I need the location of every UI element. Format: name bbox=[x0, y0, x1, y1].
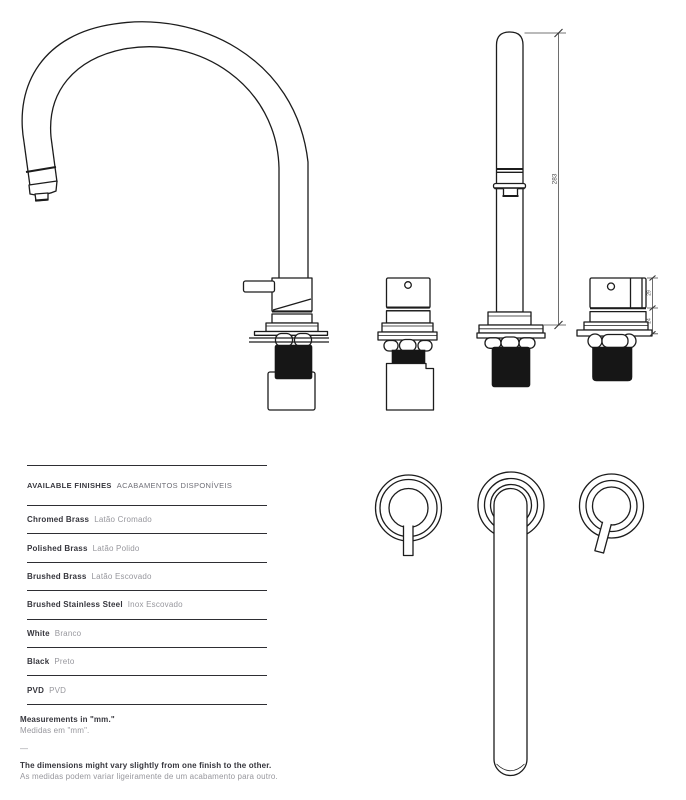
measurements-note-pt: Medidas em "mm". bbox=[20, 726, 90, 735]
top-views-drawing bbox=[360, 450, 680, 790]
finish-pt: Latão Escovado bbox=[91, 571, 152, 581]
finishes-header-en: AVAILABLE FINISHES bbox=[27, 481, 112, 490]
footer-notes bbox=[20, 714, 360, 782]
finish-pt: Branco bbox=[54, 628, 82, 638]
finish-en: PVD bbox=[27, 685, 45, 695]
finish-pt: Preto bbox=[54, 657, 75, 667]
finish-pt: Inox Escovado bbox=[127, 600, 183, 610]
handle-top-view-right bbox=[580, 474, 644, 553]
valve-side-view-drawing bbox=[568, 258, 686, 388]
finish-row bbox=[27, 620, 267, 648]
finish-en: Brushed Brass bbox=[27, 571, 87, 581]
notes-separator: — bbox=[20, 744, 29, 753]
measurements-note-en: Measurements in "mm." bbox=[20, 715, 115, 724]
finishes-table bbox=[27, 465, 267, 705]
valve-front-view-drawing bbox=[372, 262, 444, 412]
spout-top-view bbox=[478, 472, 544, 776]
finish-en: Polished Brass bbox=[27, 543, 88, 553]
finish-pt: Latão Cromado bbox=[94, 515, 152, 525]
finish-row bbox=[27, 563, 267, 591]
finish-row bbox=[27, 534, 267, 562]
spout-side-view-drawing bbox=[0, 0, 345, 430]
disclaimer-note-en: The dimensions might vary slightly from one finish to the other. bbox=[20, 761, 272, 770]
finish-row bbox=[27, 591, 267, 619]
finishes-table-header bbox=[27, 466, 267, 506]
finish-en: Chromed Brass bbox=[27, 515, 90, 525]
finish-pt: PVD bbox=[49, 685, 67, 695]
finish-row bbox=[27, 648, 267, 676]
finish-en: Black bbox=[27, 657, 50, 667]
finish-row bbox=[27, 676, 267, 704]
finish-row bbox=[27, 506, 267, 534]
valve-base-dimension: 24 bbox=[646, 318, 653, 324]
finish-en: Brushed Stainless Steel bbox=[27, 600, 123, 610]
finishes-header-pt: ACABAMENTOS DISPONÍVEIS bbox=[116, 481, 233, 490]
handle-top-view-left bbox=[376, 475, 442, 556]
spout-height-dimension: 283 bbox=[551, 173, 559, 185]
valve-handle-dimension: 29 bbox=[646, 290, 653, 296]
finish-pt: Latão Polido bbox=[92, 543, 140, 553]
disclaimer-note-pt: As medidas podem variar ligeiramente de um acabamento para outro. bbox=[20, 772, 278, 781]
finish-en: White bbox=[27, 628, 50, 638]
